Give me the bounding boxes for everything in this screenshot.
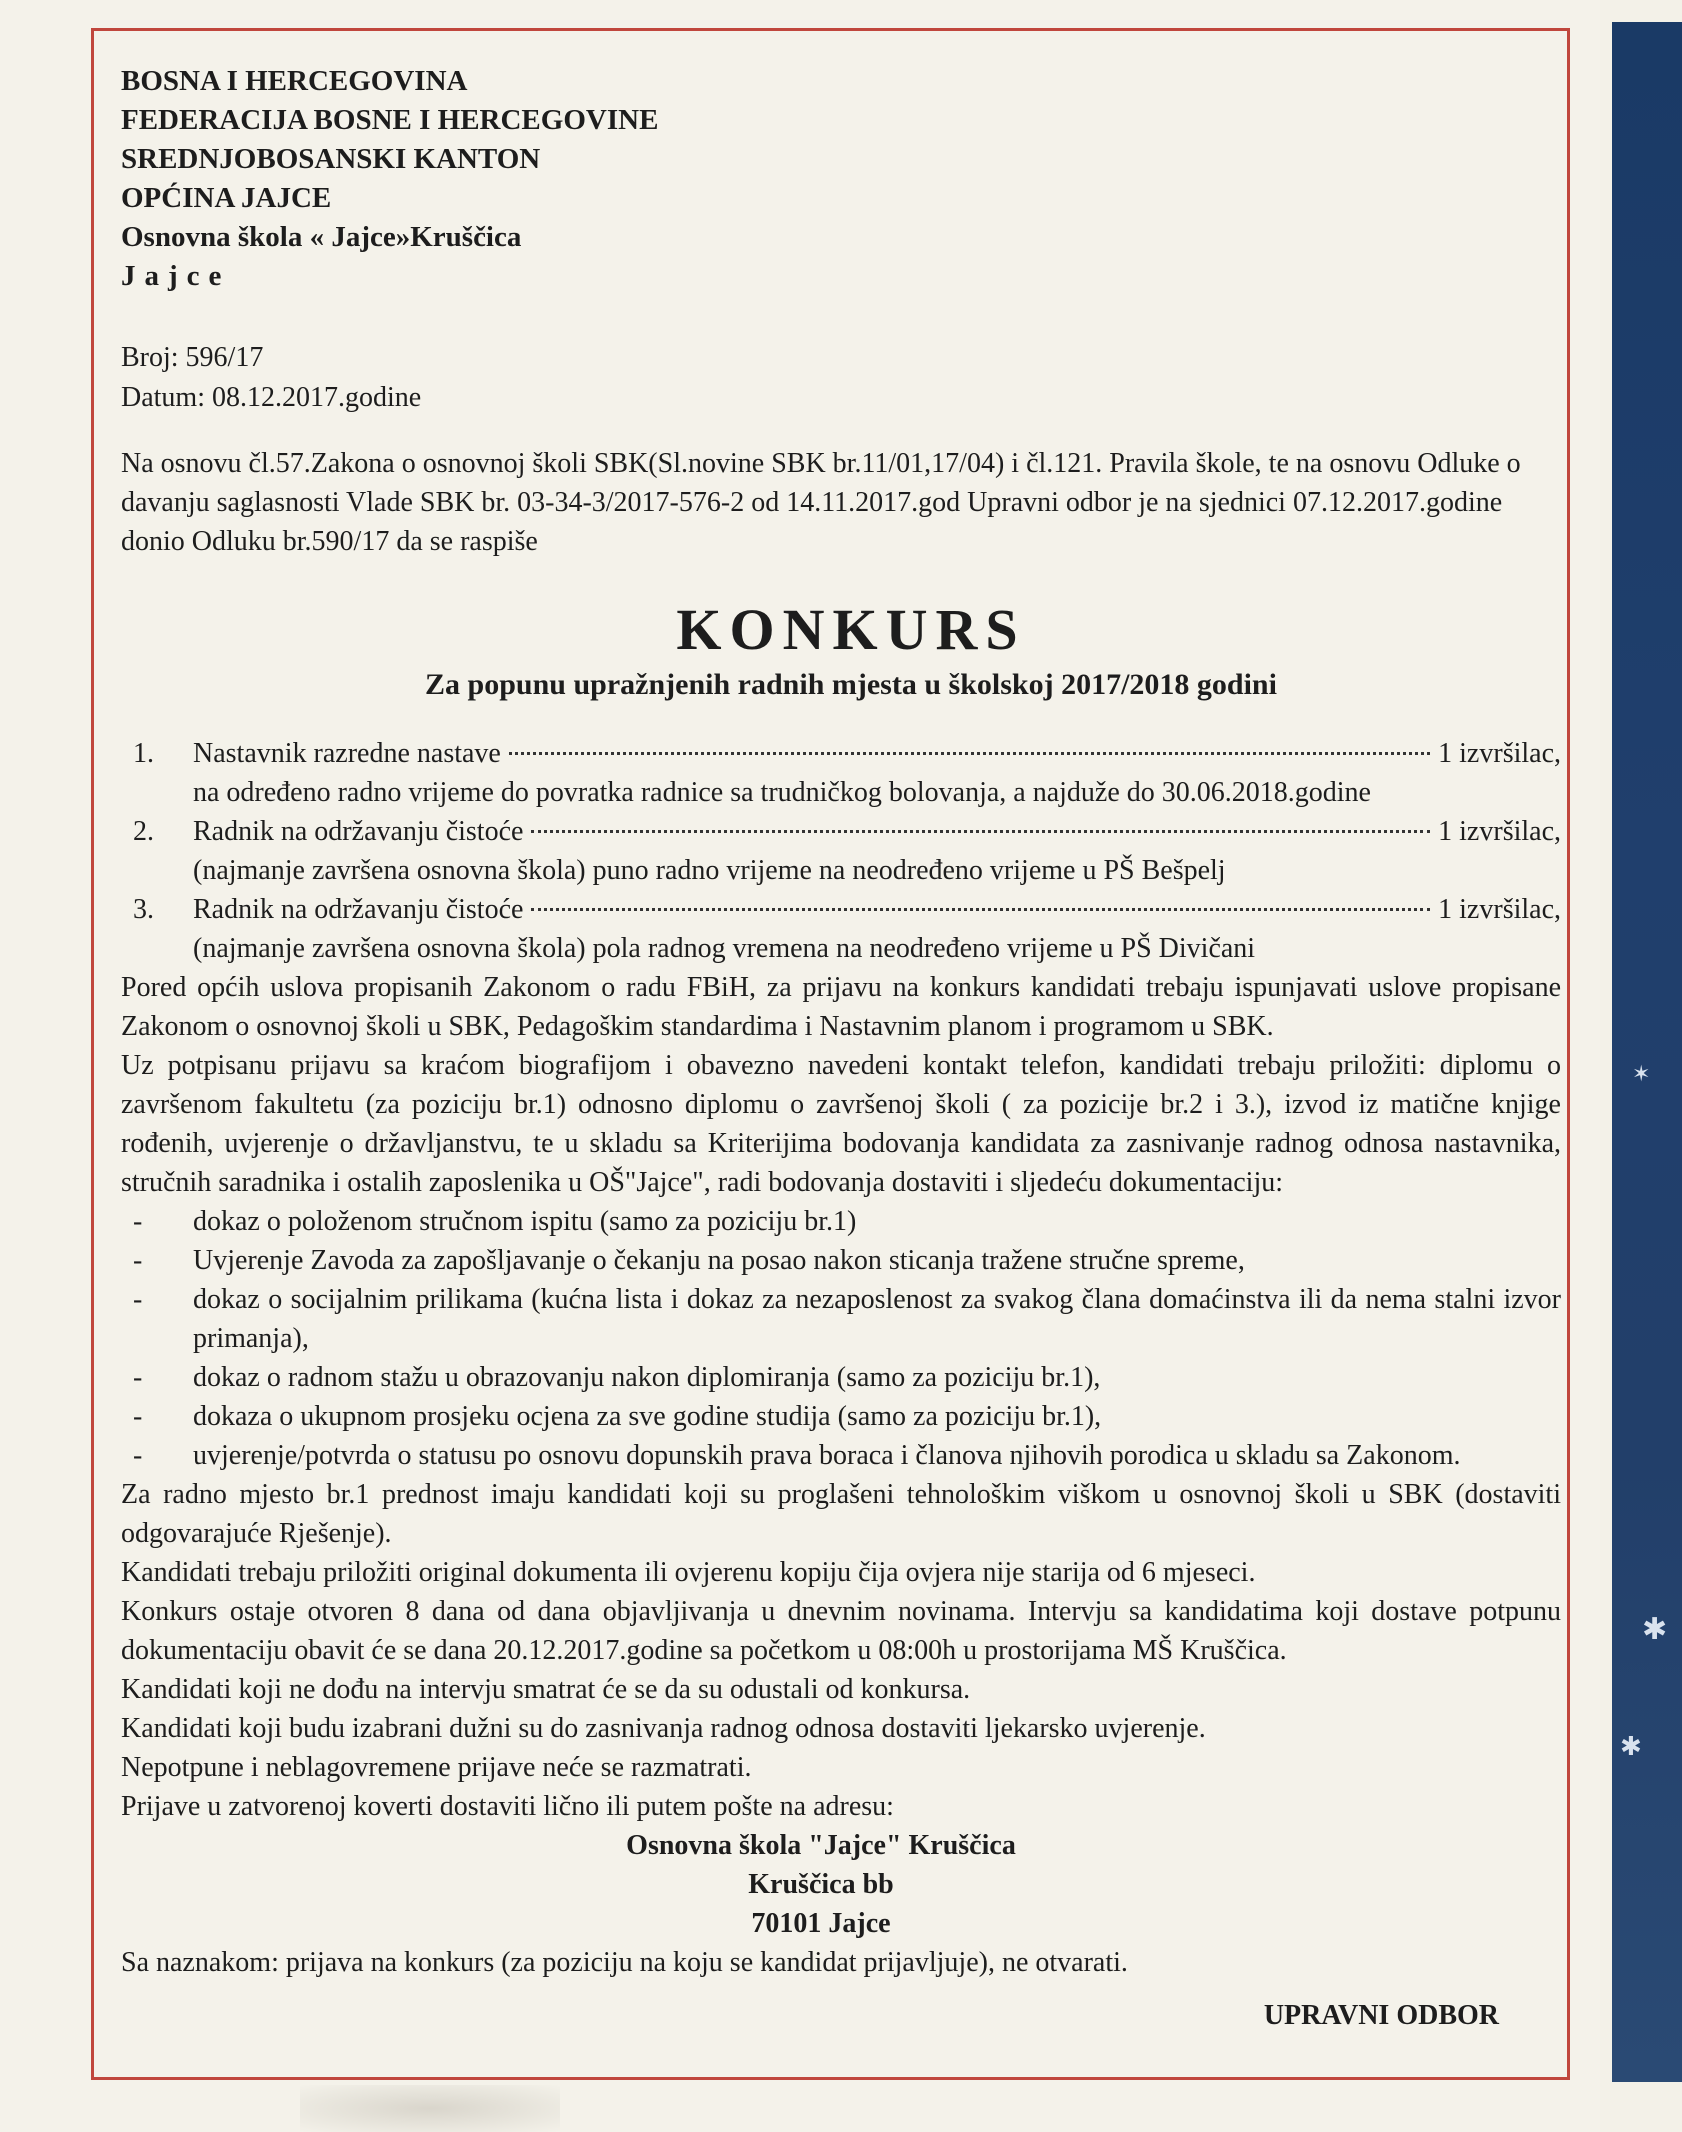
note-medical: Kandidati koji budu izabrani dužni su do zasnivanja radnog odnosa dostaviti ljekarsko uvjerenje. bbox=[121, 1713, 1206, 1744]
advertisement-content bbox=[121, 62, 1561, 2035]
document-date: Datum: 08.12.2017.godine bbox=[121, 382, 422, 413]
list-item bbox=[121, 1202, 1561, 1241]
list-item-text: dokaz o položenom stručnom ispitu (samo za poziciju br.1) bbox=[193, 1206, 857, 1237]
list-item bbox=[121, 1280, 1561, 1358]
issuer-header bbox=[121, 62, 1561, 296]
list-item bbox=[121, 1241, 1561, 1280]
star-icon: ✱ bbox=[1642, 1612, 1668, 1647]
adjacent-page-strip bbox=[1612, 22, 1682, 2082]
list-item bbox=[121, 1436, 1561, 1475]
dash-bullet: - bbox=[133, 1401, 143, 1432]
address-block bbox=[81, 1826, 1561, 1943]
note-submission: Prijave u zatvorenoj koverti dostaviti lično ili putem pošte na adresu: bbox=[121, 1791, 894, 1822]
header-country: BOSNA I HERCEGOVINA bbox=[121, 65, 468, 97]
general-conditions: Pored općih uslova propisanih Zakonom o radu FBiH, za prijavu na konkurs kandidati trebaju ispunjavati uslove propisane Zakonom o osnovnoj školi u SBK, Pedagoškim standardima i Nastavnim planom i programom u SBK. bbox=[121, 972, 1561, 1042]
closing-note: Sa naznakom: prijava na konkurs (za poziciju na koju se kandidat prijavljuje), ne otvarati. bbox=[121, 1947, 1128, 1978]
header-federation: FEDERACIJA BOSNE I HERCEGOVINE bbox=[121, 104, 659, 136]
position-name: Nastavnik razredne nastave bbox=[193, 738, 501, 769]
position-item bbox=[121, 734, 1561, 812]
dash-bullet: - bbox=[133, 1284, 143, 1315]
note-no-show: Kandidati koji ne dođu na intervju smatrat će se da su odustali od konkursa. bbox=[121, 1674, 971, 1705]
list-item-text: dokaz o radnom stažu u obrazovanju nakon diplomiranja (samo za poziciju br.1), bbox=[193, 1362, 1101, 1393]
position-condition: na određeno radno vrijeme do povratka radnice sa trudničkog bolovanja, a najduže do 30.06.2018.godine bbox=[193, 777, 1371, 808]
note-incomplete: Nepotpune i neblagovremene prijave neće se razmatrati. bbox=[121, 1752, 752, 1783]
document-meta bbox=[121, 338, 1561, 418]
header-town: Jajce bbox=[121, 260, 231, 292]
position-number: 2. bbox=[133, 816, 154, 847]
list-item-text: Uvjerenje Zavoda za zapošljavanje o čekanju na posao nakon sticanja tražene stručne spreme, bbox=[193, 1245, 1245, 1276]
position-condition: (najmanje završena osnovna škola) puno radno vrijeme na neodređeno vrijeme u PŠ Bešpelj bbox=[193, 855, 1226, 886]
required-documents: Uz potpisanu prijavu sa kraćom biografijom i obavezno navedeni kontakt telefon, kandidati trebaju priložiti: diplomu o završenom fakultetu (za poziciju br.1) odnosno diplomu o završenoj školi ( za pozicije br.2 i 3.), izvod iz matične knjige rođenih, uvjerenje o državljanstvu, te u skladu sa Kriterijima bodovanja kandidata za zasnivanje radnog odnosa nastavnika, stručnih saradnika i ostalih zaposlenika u OŠ"Jajce", radi bodovanja dostaviti i sljedeću dokumentaciju: bbox=[121, 1050, 1561, 1198]
dash-bullet: - bbox=[133, 1206, 143, 1237]
header-municipality: OPĆINA JAJCE bbox=[121, 182, 332, 214]
address-city: 70101 Jajce bbox=[751, 1908, 891, 1939]
position-condition: (najmanje završena osnovna škola) pola radnog vremena na neodređeno vrijeme u PŠ Divičani bbox=[193, 933, 1256, 964]
address-street: Kruščica bb bbox=[748, 1869, 894, 1900]
position-count: 1 izvršilac, bbox=[1438, 738, 1561, 769]
page-title: KONKURS bbox=[676, 597, 1026, 662]
position-number: 3. bbox=[133, 894, 154, 925]
note-originals: Kandidati trebaju priložiti original dokumenta ili ovjerenu kopiju čija ovjera nije starija od 6 mjeseci. bbox=[121, 1557, 1256, 1588]
position-count: 1 izvršilac, bbox=[1438, 894, 1561, 925]
dotted-leader bbox=[531, 908, 1430, 911]
position-item bbox=[121, 812, 1561, 890]
list-item bbox=[121, 1397, 1561, 1436]
document-number: Broj: 596/17 bbox=[121, 342, 264, 373]
list-item-text: dokaz o socijalnim prilikama (kućna lista i dokaz za nezaposlenost za svakog člana domaćinstva ili da nema stalni izvor primanja), bbox=[193, 1284, 1561, 1354]
dash-bullet: - bbox=[133, 1440, 143, 1471]
positions-list bbox=[121, 734, 1561, 968]
list-item-text: dokaza o ukupnom prosjeku ocjena za sve godine studija (samo za poziciju br.1), bbox=[193, 1401, 1102, 1432]
position-count: 1 izvršilac, bbox=[1438, 816, 1561, 847]
star-icon: ✶ bbox=[1632, 1062, 1651, 1087]
position-name: Radnik na održavanju čistoće bbox=[193, 816, 524, 847]
dotted-leader bbox=[531, 830, 1430, 833]
note-priority: Za radno mjesto br.1 prednost imaju kandidati koji su proglašeni tehnološkim viškom u osnovnoj školi u SBK (dostaviti odgovarajuće Rješenje). bbox=[121, 1479, 1561, 1549]
documentation-list bbox=[121, 1202, 1561, 1475]
signature: UPRAVNI ODBOR bbox=[1263, 2000, 1499, 2031]
position-name: Radnik na održavanju čistoće bbox=[193, 894, 524, 925]
position-item bbox=[121, 890, 1561, 968]
dotted-leader bbox=[509, 752, 1430, 755]
note-deadline-interview: Konkurs ostaje otvoren 8 dana od dana objavljivanja u dnevnim novinama. Intervju sa kandidatima koji dostave potpunu dokumentaciju obavit će se dana 20.12.2017.godine sa početkom u 08:00h u prostorijama MŠ Kruščica. bbox=[121, 1596, 1561, 1666]
header-school: Osnovna škola « Jajce»Kruščica bbox=[121, 221, 522, 253]
paper-stain bbox=[300, 2085, 560, 2132]
list-item-text: uvjerenje/potvrda o statusu po osnovu dopunskih prava boraca i članova njihovih porodica u skladu sa Zakonom. bbox=[193, 1440, 1461, 1471]
dash-bullet: - bbox=[133, 1245, 143, 1276]
dash-bullet: - bbox=[133, 1362, 143, 1393]
star-icon: ✱ bbox=[1620, 1732, 1642, 1762]
position-number: 1. bbox=[133, 738, 154, 769]
list-item bbox=[121, 1358, 1561, 1397]
address-school: Osnovna škola "Jajce" Kruščica bbox=[626, 1830, 1016, 1861]
page-subtitle: Za popunu upražnjenih radnih mjesta u školskoj 2017/2018 godini bbox=[425, 668, 1277, 701]
header-canton: SREDNJOBOSANSKI KANTON bbox=[121, 143, 541, 175]
intro-paragraph: Na osnovu čl.57.Zakona o osnovnoj školi SBK(Sl.novine SBK br.11/01,17/04) i čl.121. Pravila škole, te na osnovu Odluke o davanju saglasnosti Vlade SBK br. 03-34-3/2017-576-2 od 14.11.2017.god Upravni odbor je na sjednici 07.12.2017.godine donio Odluku br.590/17 da se raspiše bbox=[121, 448, 1521, 557]
